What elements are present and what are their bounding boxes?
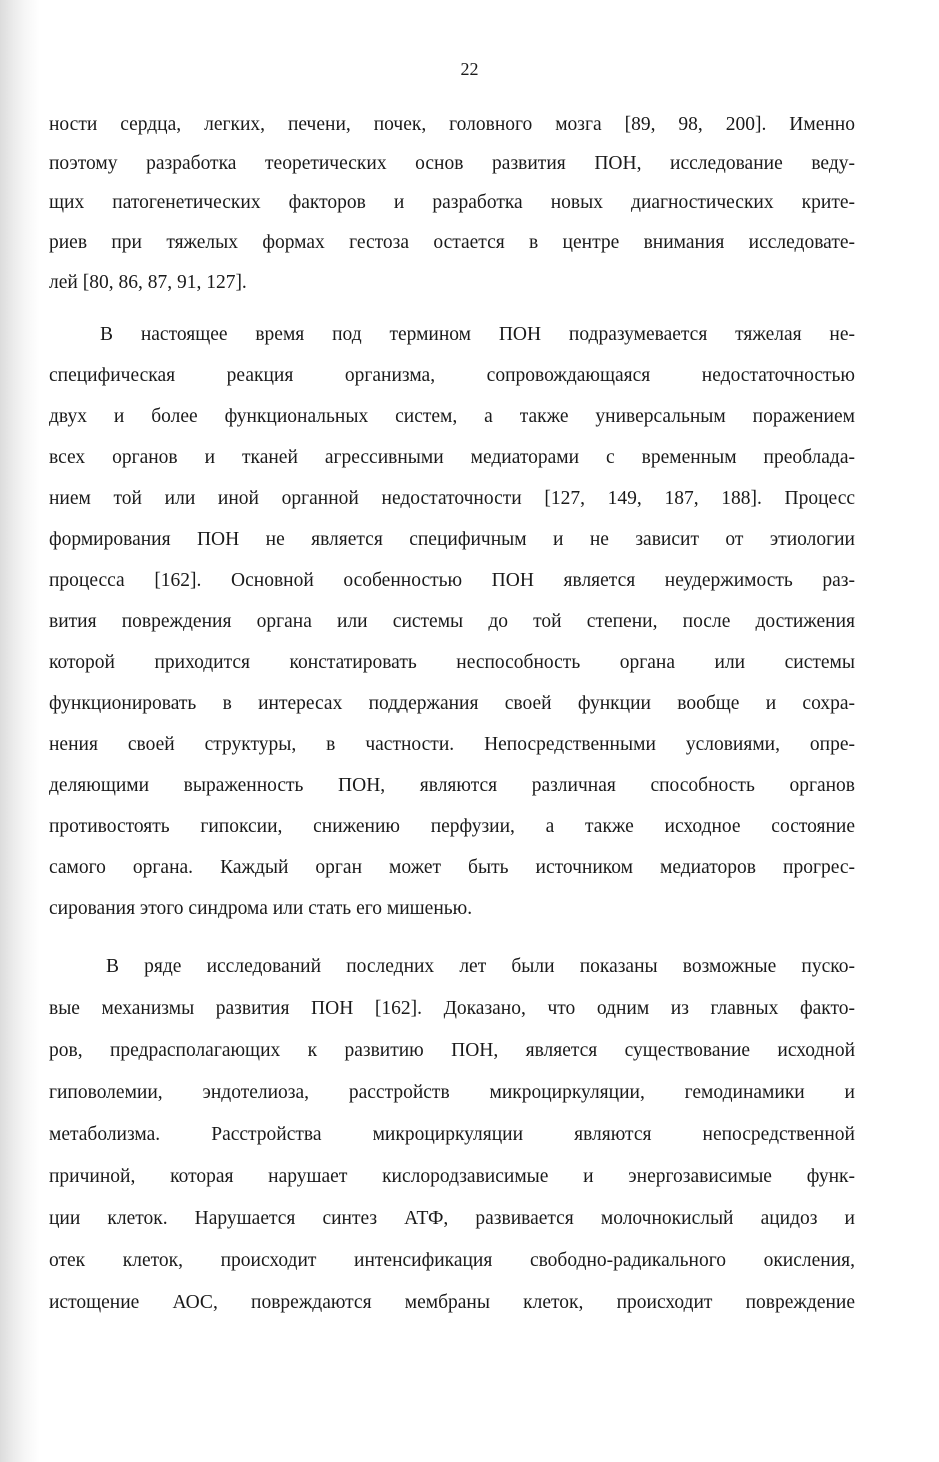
text-line: ции клеток. Нарушается синтез АТФ, развивается молочнокислый ацидоз и bbox=[49, 1208, 855, 1229]
text-line: сирования этого синдрома или стать его мишенью. bbox=[49, 898, 473, 919]
text-line: нием той или иной органной недостаточности [127, 149, 187, 188]. Процесс bbox=[49, 488, 855, 509]
text-line: которой приходится констатировать неспособность органа или системы bbox=[49, 652, 855, 673]
text-line: ности сердца, легких, печени, почек, головного мозга [89, 98, 200]. Именно bbox=[49, 114, 855, 135]
text-line: лей [80, 86, 87, 91, 127]. bbox=[49, 272, 247, 293]
text-line: ров, предрасполагающих к развитию ПОН, является существование исходной bbox=[49, 1040, 855, 1061]
text-line: причиной, которая нарушает кислородзависимые и энергозависимые функ- bbox=[49, 1166, 855, 1187]
text-line: процесса [162]. Основной особенностью ПОН является неудержимость раз- bbox=[49, 570, 855, 591]
text-line: функционировать в интересах поддержания своей функции вообще и сохра- bbox=[49, 693, 855, 714]
text-line: поэтому разработка теоретических основ развития ПОН, исследование веду- bbox=[49, 153, 855, 174]
text-line: риев при тяжелых формах гестоза остается в центре внимания исследовате- bbox=[49, 232, 855, 253]
text-line: щих патогенетических факторов и разработка новых диагностических крите- bbox=[49, 192, 855, 213]
text-line: противостоять гипоксии, снижению перфузии, а также исходное состояние bbox=[49, 816, 855, 837]
text-line: В настоящее время под термином ПОН подразумевается тяжелая не- bbox=[100, 324, 855, 345]
text-line: вития повреждения органа или системы до той степени, после достижения bbox=[49, 611, 855, 632]
text-line: самого органа. Каждый орган может быть источником медиаторов прогрес- bbox=[49, 857, 855, 878]
text-line: гиповолемии, эндотелиоза, расстройств микроциркуляции, гемодинамики и bbox=[49, 1082, 855, 1103]
text-line: всех органов и тканей агрессивными медиаторами с временным преоблада- bbox=[49, 447, 855, 468]
text-line: двух и более функциональных систем, а также универсальным поражением bbox=[49, 406, 855, 427]
text-line: нения своей структуры, в частности. Непосредственными условиями, опре- bbox=[49, 734, 855, 755]
text-line: деляющими выраженность ПОН, являются различная способность органов bbox=[49, 775, 855, 796]
page-number: 22 bbox=[460, 59, 479, 79]
text-line: отек клеток, происходит интенсификация свободно-радикального окисления, bbox=[49, 1250, 855, 1271]
text-line: вые механизмы развития ПОН [162]. Доказано, что одним из главных факто- bbox=[49, 998, 855, 1019]
text-line: метаболизма. Расстройства микроциркуляции являются непосредственной bbox=[49, 1124, 855, 1145]
text-line: специфическая реакция организма, сопровождающаяся недостаточностью bbox=[49, 365, 855, 386]
text-line: формирования ПОН не является специфичным и не зависит от этиологии bbox=[49, 529, 855, 550]
text-line: В ряде исследований последних лет были показаны возможные пуско- bbox=[106, 956, 855, 977]
text-line: истощение АОС, повреждаются мембраны клеток, происходит повреждение bbox=[49, 1292, 855, 1313]
